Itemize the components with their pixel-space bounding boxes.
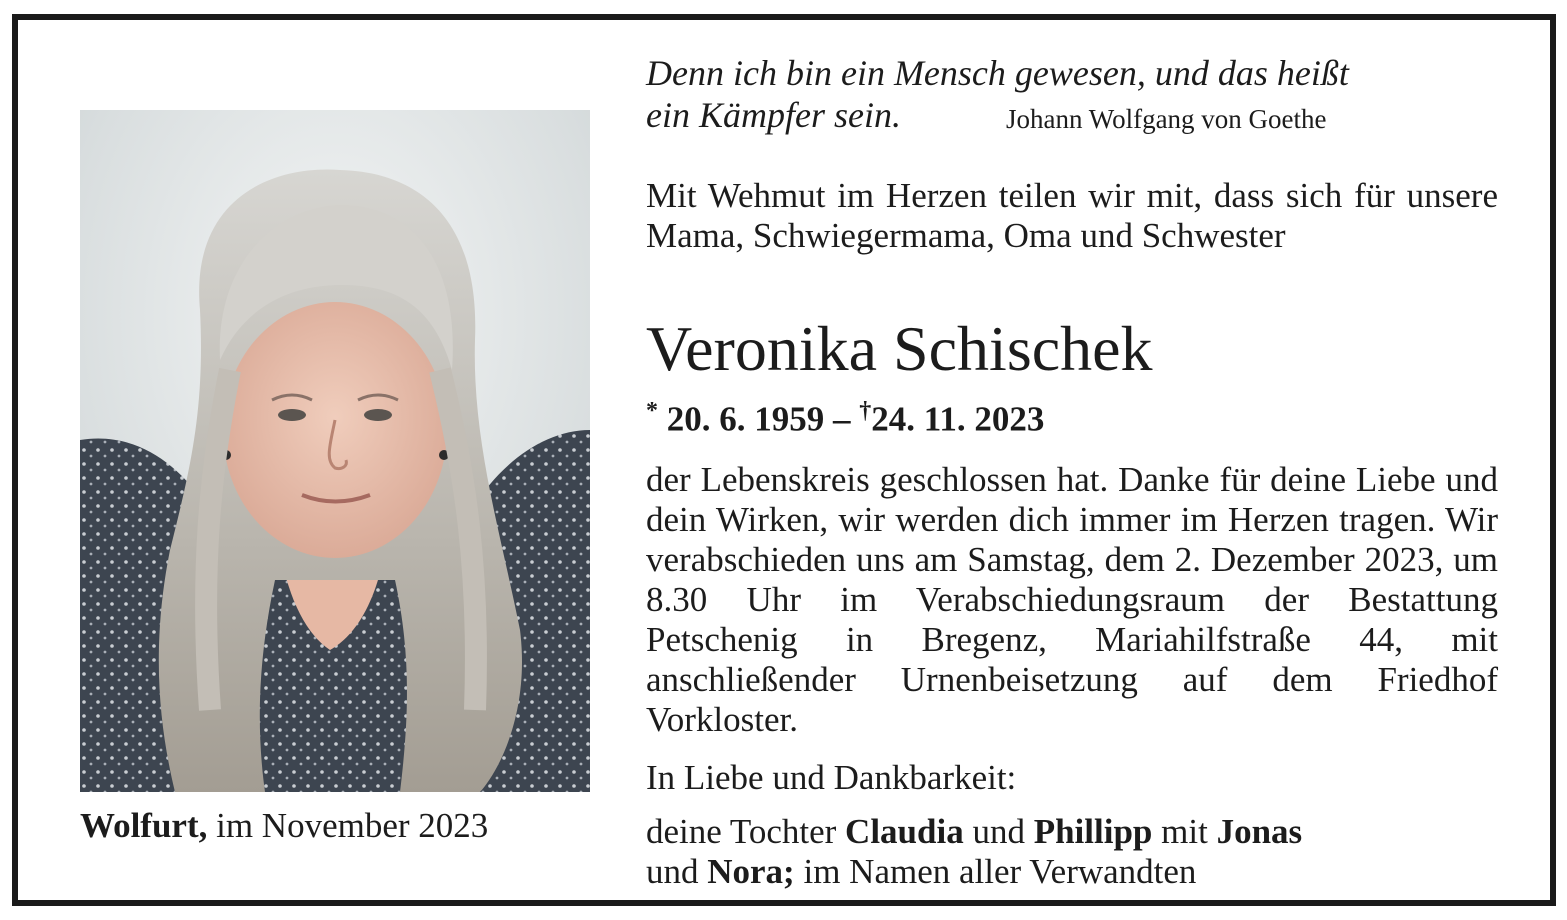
body-text: der Lebenskreis geschlossen hat. Danke für deine Liebe und dein Wirken, wir werden dich immer im Herzen tragen. Wir verabschieden uns am Samstag, dem 2. Dezember 2023, um 8.30 Uhr im Verabschiedungsraum der Bestattung Petschenig in Bregenz, Mariahilfstraße 44, mit anschließender Urnenbeisetzung auf dem Friedhof Vorkloster. <box>646 460 1498 739</box>
closing-line: In Liebe und Dankbarkeit: <box>646 758 1017 797</box>
family-name-jonas: Jonas <box>1216 812 1303 851</box>
family-text-1: deine Tochter <box>646 812 846 851</box>
family-text-3: mit <box>1152 812 1217 851</box>
quote-line-2: ein Kämpfer sein. <box>646 95 901 135</box>
family-text-5: im Namen aller Verwandten <box>794 852 1197 891</box>
death-symbol: † <box>859 398 872 424</box>
goethe-quote <box>646 52 1498 136</box>
life-dates <box>646 398 1044 440</box>
portrait-photo <box>80 110 590 792</box>
family-signature <box>646 812 1498 892</box>
quote-author: Johann Wolfgang von Goethe <box>1006 104 1327 134</box>
date-separator: – <box>833 399 851 439</box>
family-name-claudia: Claudia <box>845 812 964 851</box>
place-and-date <box>80 806 488 846</box>
birth-date: 20. 6. 1959 <box>666 399 825 439</box>
family-name-phillipp: Phillipp <box>1033 812 1153 851</box>
place-city: Wolfurt, <box>80 806 208 845</box>
family-text-4: und <box>646 852 708 891</box>
death-date: 24. 11. 2023 <box>871 399 1045 439</box>
intro-text: Mit Wehmut im Herzen teilen wir mit, dass sich für unsere Mama, Schwiegermama, Oma und Schwester <box>646 176 1498 255</box>
place-date: im November 2023 <box>207 806 489 845</box>
quote-line-1: Denn ich bin ein Mensch gewesen, und das heißt <box>646 53 1349 93</box>
obituary-frame <box>12 14 1556 906</box>
family-name-nora: Nora; <box>707 852 795 891</box>
deceased-name: Veronika Schischek <box>646 313 1153 384</box>
family-line-2 <box>646 852 1498 892</box>
family-line-1 <box>646 812 1498 852</box>
birth-symbol: * <box>646 398 658 424</box>
portrait-illustration <box>80 110 590 792</box>
family-text-2: und <box>963 812 1034 851</box>
